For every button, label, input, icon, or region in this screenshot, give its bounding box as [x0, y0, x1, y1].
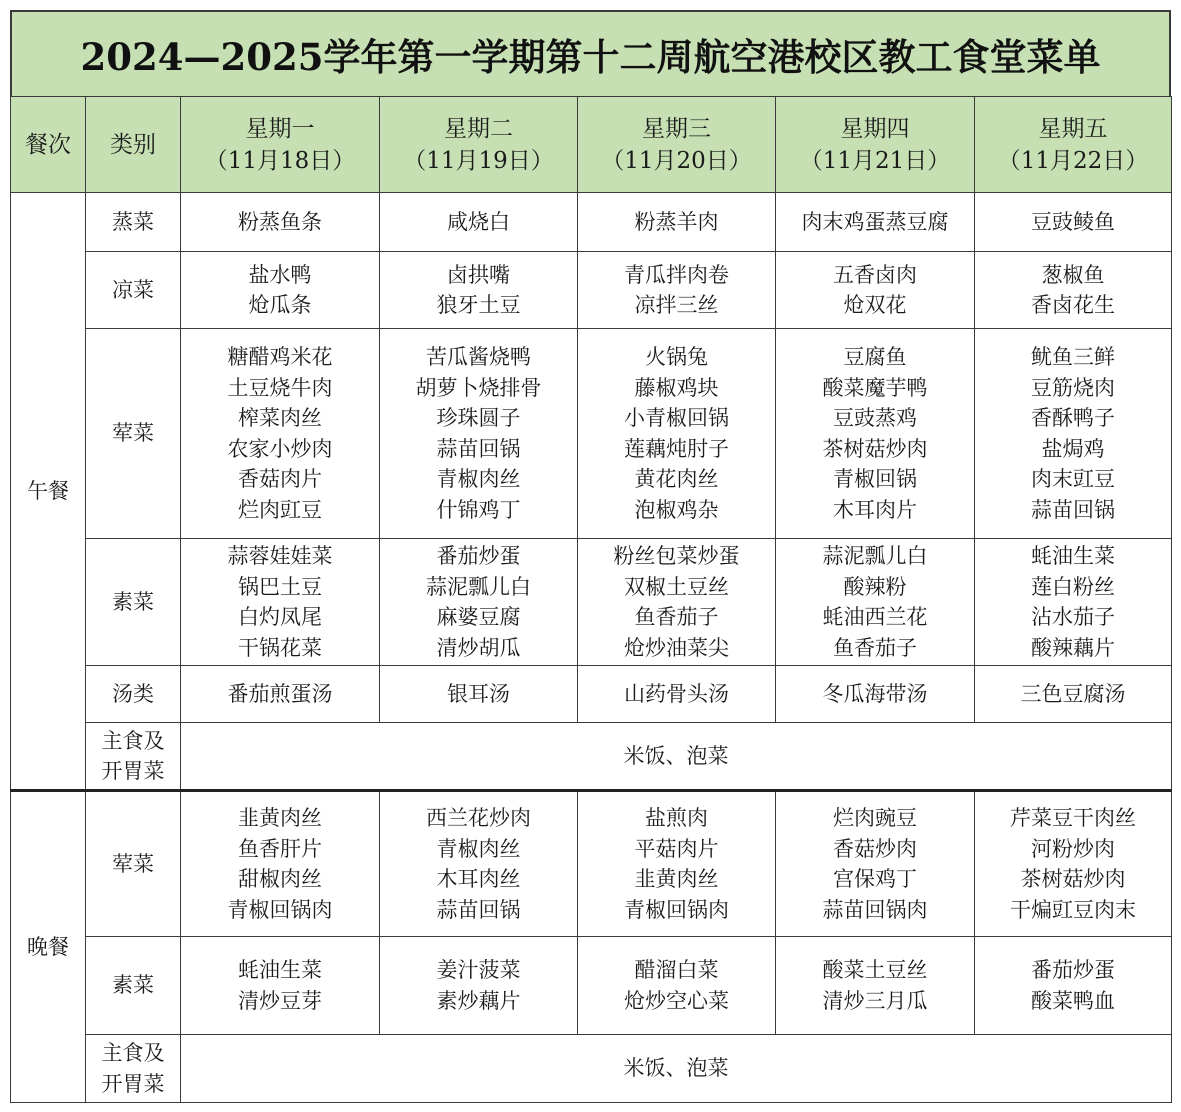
- dish-name: 干煸豇豆肉末: [1010, 897, 1136, 922]
- dish-name: 肉末鸡蛋蒸豆腐: [801, 209, 949, 234]
- dish-name: 卤拱嘴: [447, 262, 510, 287]
- dish-name: 清炒豆芽: [238, 988, 322, 1013]
- dish-name: 鱼香茄子: [634, 605, 719, 629]
- menu-table: [10, 96, 1172, 1103]
- dish-cell: [181, 539, 380, 666]
- dish-name: 芹菜豆干肉丝: [1010, 806, 1136, 830]
- dish-name: 黄花肉丝: [634, 467, 719, 491]
- dish-cell: [975, 329, 1172, 539]
- dish-name: 藤椒鸡块: [634, 375, 719, 400]
- dish-cell: [975, 666, 1172, 723]
- dish-name: 甜椒肉丝: [238, 867, 322, 891]
- dish-cell: [578, 937, 776, 1035]
- dish-cell: [578, 329, 776, 539]
- category-cell: 汤类: [86, 666, 181, 723]
- header-category: 类别: [86, 97, 181, 193]
- dish-name: 宫保鸡丁: [833, 867, 917, 891]
- lunch-row: [11, 539, 1172, 666]
- dish-name: 凉拌三丝: [634, 293, 719, 317]
- dish-name: 双椒土豆丝: [624, 574, 729, 599]
- lunch-staple-row: [11, 723, 1172, 791]
- dish-cell: [578, 193, 776, 252]
- dish-name: 银耳汤: [447, 681, 510, 706]
- dish-name: 沾水茄子: [1031, 605, 1115, 629]
- dish-name: 什锦鸡丁: [436, 497, 521, 522]
- dish-name: 开胃菜: [101, 759, 165, 783]
- dish-name: 蒜泥瓢儿白: [426, 574, 531, 599]
- dish-name: 青椒肉丝: [436, 836, 521, 861]
- dish-name: 烂肉豌豆: [833, 806, 917, 830]
- dish-cell: [776, 791, 975, 937]
- menu-title-bar: [10, 10, 1171, 96]
- staple-value: 米饭、泡菜: [181, 723, 1172, 791]
- category-cell: 荤菜: [86, 329, 181, 539]
- dish-name: 粉蒸羊肉: [634, 209, 719, 234]
- dish-name: 青椒回锅肉: [624, 897, 729, 922]
- category-cell: 蒸菜: [86, 193, 181, 252]
- dish-name: 蒜苗回锅: [436, 897, 521, 922]
- dish-name: 盐焗鸡: [1041, 436, 1105, 461]
- dish-cell: [380, 937, 578, 1035]
- dish-name: 小青椒回锅: [624, 406, 729, 430]
- dish-name: 盐水鸭: [248, 262, 312, 287]
- dinner-row: [11, 937, 1172, 1035]
- dish-name: 香菇炒肉: [833, 836, 917, 861]
- dish-name: 青椒回锅肉: [227, 897, 333, 922]
- dish-name: 青瓜拌肉卷: [624, 262, 729, 287]
- dish-name: 冬瓜海带汤: [822, 681, 928, 706]
- dish-cell: [578, 252, 776, 329]
- dish-name: 干锅花菜: [238, 635, 322, 660]
- dish-name: 蒜苗回锅: [1031, 497, 1115, 522]
- dish-name: 肉末豇豆: [1031, 467, 1115, 491]
- dish-name: 炝炒油菜尖: [624, 635, 729, 660]
- dish-cell: [578, 666, 776, 723]
- dish-name: 蒜苗回锅: [436, 436, 521, 461]
- staple-category: [86, 723, 181, 791]
- dish-name: 锅巴土豆: [238, 574, 322, 599]
- dish-name: 酸辣藕片: [1031, 635, 1115, 660]
- dish-name: 葱椒鱼: [1041, 262, 1105, 287]
- header-row: [11, 97, 1172, 193]
- dish-name: 三色豆腐汤: [1020, 681, 1126, 706]
- dish-name: 香酥鸭子: [1031, 406, 1115, 430]
- dish-name: 蒜蓉娃娃菜: [227, 544, 333, 568]
- dish-cell: [975, 791, 1172, 937]
- dish-name: 蒜苗回锅肉: [822, 897, 928, 922]
- dish-name: 西兰花炒肉: [426, 806, 531, 830]
- dish-name: 姜汁菠菜: [436, 958, 521, 982]
- dish-name: 河粉炒肉: [1031, 836, 1115, 861]
- dish-name: 主食及: [101, 728, 165, 753]
- category-cell: 素菜: [86, 539, 181, 666]
- dish-name: 豆豉蒸鸡: [833, 406, 917, 430]
- dish-name: 茶树菇炒肉: [822, 436, 928, 461]
- header-day-mon: 星期一 （11月18日）: [181, 97, 380, 193]
- dish-name: 韭黄肉丝: [634, 867, 719, 891]
- dish-cell: [776, 252, 975, 329]
- dish-cell: [776, 539, 975, 666]
- dish-name: 平菇肉片: [634, 836, 719, 861]
- dish-name: 豆腐鱼: [843, 345, 907, 369]
- dish-name: 韭黄肉丝: [238, 806, 322, 830]
- dish-name: 香菇肉片: [238, 467, 322, 491]
- dish-cell: [776, 193, 975, 252]
- dish-name: 土豆烧牛肉: [227, 375, 333, 400]
- dish-name: 农家小炒肉: [227, 436, 333, 461]
- dish-name: 麻婆豆腐: [436, 605, 521, 629]
- dish-name: 豆筋烧肉: [1031, 375, 1115, 400]
- dish-name: 蚝油西兰花: [822, 605, 928, 629]
- dish-name: 咸烧白: [447, 209, 510, 234]
- dish-name: 清炒三月瓜: [822, 988, 928, 1013]
- dinner-staple-row: [11, 1035, 1172, 1103]
- dinner-meal-label: 晚餐: [11, 791, 86, 1103]
- dish-cell: [776, 937, 975, 1035]
- dish-cell: [181, 666, 380, 723]
- dish-cell: [975, 193, 1172, 252]
- staple-category: [86, 1035, 181, 1103]
- category-cell: 素菜: [86, 937, 181, 1035]
- dish-cell: [181, 937, 380, 1035]
- dish-cell: [776, 329, 975, 539]
- dish-name: 青椒肉丝: [436, 467, 521, 491]
- category-cell: 凉菜: [86, 252, 181, 329]
- dish-name: 胡萝卜烧排骨: [415, 375, 542, 400]
- dish-cell: [975, 937, 1172, 1035]
- dish-name: 炝炒空心菜: [624, 988, 729, 1013]
- dish-name: 山药骨头汤: [624, 681, 729, 706]
- lunch-row: [11, 193, 1172, 252]
- dish-name: 糖醋鸡米花: [227, 345, 333, 369]
- dish-name: 白灼凤尾: [238, 605, 322, 629]
- dish-name: 鱿鱼三鲜: [1031, 345, 1115, 369]
- staple-value: 米饭、泡菜: [181, 1035, 1172, 1103]
- dinner-row: [11, 791, 1172, 937]
- dish-cell: [380, 791, 578, 937]
- dish-name: 主食及: [101, 1041, 165, 1065]
- lunch-meal-label: 午餐: [11, 193, 86, 791]
- dish-name: 烂肉豇豆: [238, 497, 322, 522]
- dish-name: 青椒回锅: [833, 467, 917, 491]
- header-day-tue: 星期二 （11月19日）: [380, 97, 578, 193]
- dish-name: 番茄炒蛋: [436, 544, 521, 568]
- dish-name: 茶树菇炒肉: [1020, 867, 1126, 891]
- lunch-row: [11, 666, 1172, 723]
- dish-name: 五香卤肉: [833, 262, 917, 287]
- lunch-row: [11, 252, 1172, 329]
- dish-name: 炝双花: [843, 293, 907, 317]
- menu-title: 2024—2025学年第一学期第十二周航空港校区教工食堂菜单: [80, 35, 1101, 79]
- dish-cell: [380, 193, 578, 252]
- dish-cell: [380, 666, 578, 723]
- header-meal: 餐次: [11, 97, 86, 193]
- dish-cell: [181, 791, 380, 937]
- dish-name: 木耳肉丝: [436, 867, 521, 891]
- dish-cell: [181, 193, 380, 252]
- dish-name: 盐煎肉: [645, 806, 708, 830]
- dish-name: 酸菜鸭血: [1031, 988, 1115, 1013]
- dish-cell: [380, 539, 578, 666]
- dish-name: 蒜泥瓢儿白: [822, 544, 928, 568]
- dish-name: 鱼香肝片: [238, 836, 322, 861]
- dish-cell: [578, 539, 776, 666]
- dish-name: 苦瓜酱烧鸭: [426, 345, 531, 369]
- header-day-thu: 星期四 （11月21日）: [776, 97, 975, 193]
- dish-name: 泡椒鸡杂: [634, 497, 719, 522]
- dish-cell: [975, 539, 1172, 666]
- dish-name: 番茄煎蛋汤: [227, 681, 333, 706]
- dish-cell: [776, 666, 975, 723]
- dish-name: 炝瓜条: [248, 293, 312, 317]
- dish-name: 莲藕炖肘子: [624, 436, 729, 461]
- dish-cell: [975, 252, 1172, 329]
- dish-cell: [578, 791, 776, 937]
- dish-name: 开胃菜: [101, 1071, 165, 1096]
- dish-name: 火锅兔: [645, 345, 708, 369]
- category-cell: 荤菜: [86, 791, 181, 937]
- dish-name: 蚝油生菜: [1031, 544, 1115, 568]
- dish-name: 豆豉鲮鱼: [1031, 209, 1115, 234]
- dish-name: 醋溜白菜: [634, 958, 719, 982]
- dish-name: 珍珠圆子: [436, 406, 521, 430]
- dish-name: 香卤花生: [1031, 293, 1115, 317]
- dish-name: 酸菜土豆丝: [822, 958, 928, 982]
- dish-name: 木耳肉片: [833, 497, 917, 522]
- dish-name: 素炒藕片: [436, 988, 521, 1013]
- dish-name: 粉蒸鱼条: [238, 209, 322, 234]
- dish-name: 莲白粉丝: [1031, 574, 1115, 599]
- dish-name: 鱼香茄子: [833, 635, 917, 660]
- dish-cell: [380, 329, 578, 539]
- dish-name: 粉丝包菜炒蛋: [613, 544, 740, 568]
- dish-cell: [181, 329, 380, 539]
- header-day-wed: 星期三 （11月20日）: [578, 97, 776, 193]
- dish-cell: [181, 252, 380, 329]
- dish-name: 酸菜魔芋鸭: [822, 375, 928, 400]
- dish-cell: [380, 252, 578, 329]
- header-day-fri: 星期五 （11月22日）: [975, 97, 1172, 193]
- dish-name: 榨菜肉丝: [238, 406, 322, 430]
- dish-name: 清炒胡瓜: [436, 635, 521, 660]
- dish-name: 番茄炒蛋: [1031, 958, 1115, 982]
- dish-name: 酸辣粉: [843, 574, 907, 599]
- dish-name: 狼牙土豆: [436, 293, 521, 317]
- lunch-row: [11, 329, 1172, 539]
- dish-name: 蚝油生菜: [238, 958, 322, 982]
